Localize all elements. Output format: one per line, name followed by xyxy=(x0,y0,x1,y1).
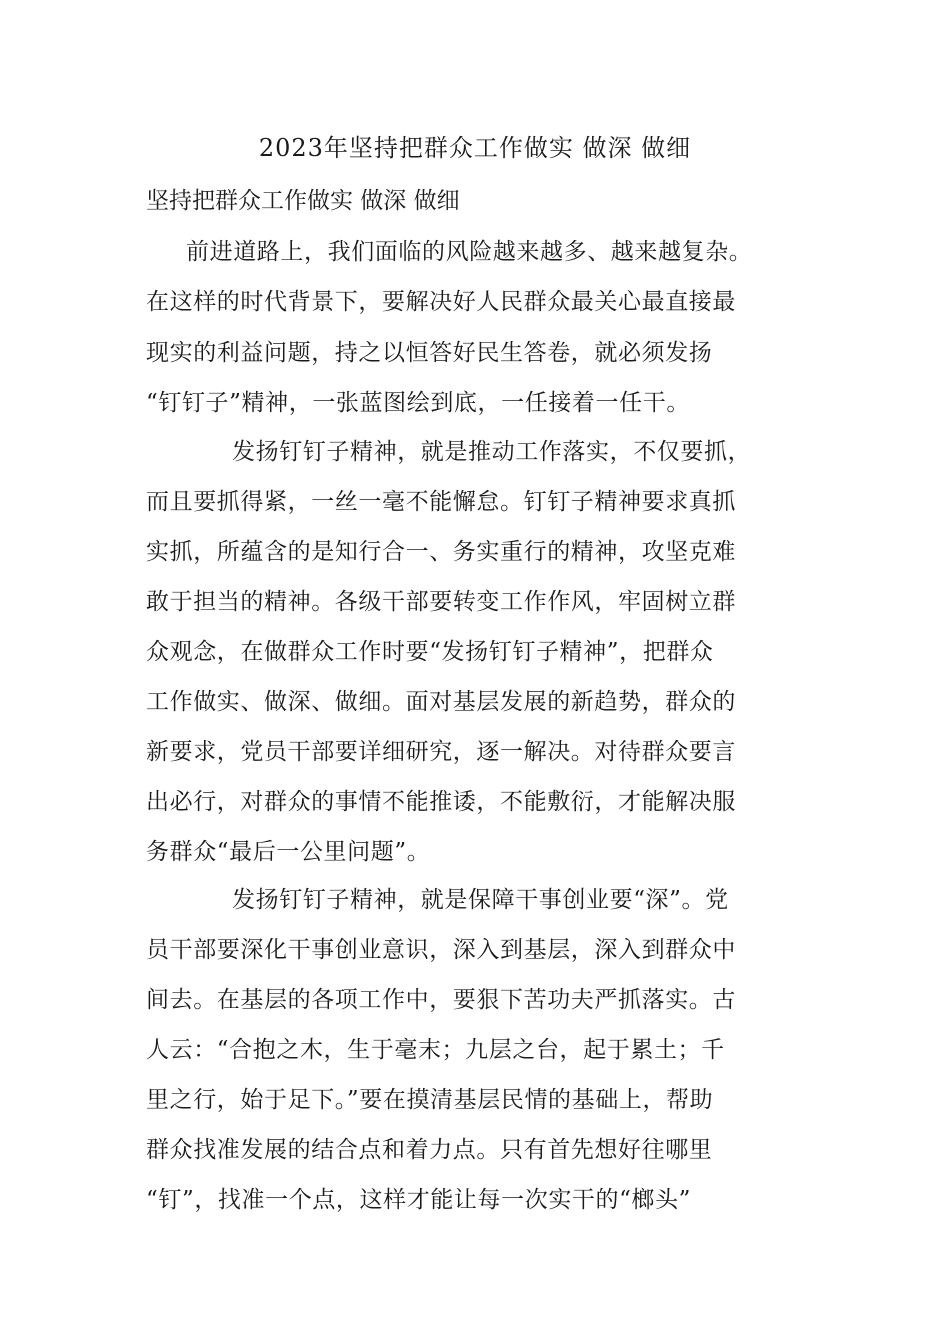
paragraph-2-line-6: 工作做实、做深、做细。面对基层发展的新趋势，群众的 xyxy=(146,689,736,715)
paragraph-2-line-8: 出必行，对群众的事情不能推诿，不能敷衍，才能解决服 xyxy=(146,789,736,815)
paragraph-2-line-1: 发扬钉钉子精神，就是推动工作落实，不仅要抓， xyxy=(232,439,752,465)
paragraph-3-line-6: 群众找准发展的结合点和着力点。只有首先想好往哪里 xyxy=(146,1137,713,1163)
paragraph-3-line-4: 人云：“合抱之木，生于毫末；九层之台，起于累土；千 xyxy=(146,1037,725,1063)
paragraph-2-line-2: 而且要抓得紧，一丝一毫不能懈怠。钉钉子精神要求真抓 xyxy=(146,489,736,515)
paragraph-1-line-4: “钉钉子”精神，一张蓝图绘到底，一任接着一任干。 xyxy=(146,390,690,416)
document-subtitle: 坚持把群众工作做实 做深 做细 xyxy=(146,188,460,214)
paragraph-2-line-7: 新要求，党员干部要详细研究，逐一解决。对待群众要言 xyxy=(146,739,736,765)
paragraph-2-line-3: 实抓，所蕴含的是知行合一、务实重行的精神，攻坚克难 xyxy=(146,539,736,565)
paragraph-3-line-5: 里之行，始于足下。”要在摸清基层民情的基础上，帮助 xyxy=(146,1087,714,1113)
paragraph-3-line-2: 员干部要深化干事创业意识，深入到基层，深入到群众中 xyxy=(146,937,736,963)
paragraph-3-line-1: 发扬钉钉子精神，就是保障干事创业要“深”。党 xyxy=(232,887,729,913)
document-title: 2023年坚持把群众工作做实 做深 做细 xyxy=(258,134,692,162)
paragraph-2-line-9: 务群众“最后一公里问题”。 xyxy=(146,839,431,865)
paragraph-1-line-1: 前进道路上，我们面临的风险越来越多、越来越复杂。 xyxy=(186,239,753,265)
paragraph-1-line-2: 在这样的时代背景下，要解决好人民群众最关心最直接最 xyxy=(146,289,736,315)
paragraph-1-line-3: 现实的利益问题，持之以恒答好民生答卷，就必须发扬 xyxy=(146,340,713,366)
paragraph-2-line-5: 众观念，在做群众工作时要“发扬钉钉子精神”，把群众 xyxy=(146,639,714,665)
paragraph-3-line-7: “钉”，找准一个点，这样才能让每一次实干的“榔头” xyxy=(146,1187,692,1213)
paragraph-3-line-3: 间去。在基层的各项工作中，要狠下苦功夫严抓落实。古 xyxy=(146,987,736,1013)
paragraph-2-line-4: 敢于担当的精神。各级干部要转变工作作风，牢固树立群 xyxy=(146,589,736,615)
